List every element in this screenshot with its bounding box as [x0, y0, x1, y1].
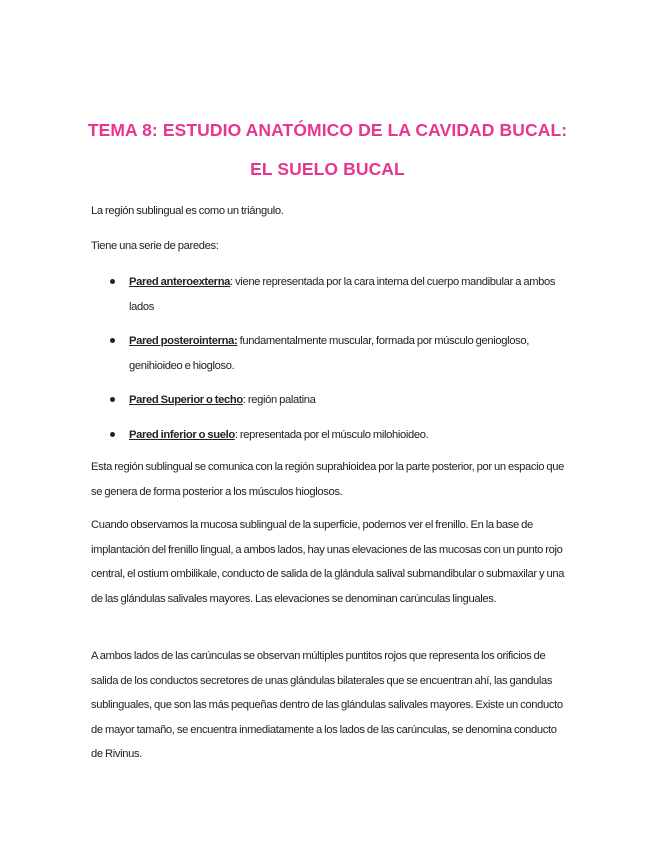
bullet-icon [110, 432, 115, 437]
wall-label: Pared inferior o suelo [129, 429, 235, 441]
paragraph-mucosa: Cuando observamos la mucosa sublingual de la superficie, podemos ver el frenillo. En la base de implantación del frenillo lingual, a ambos lados, hay unas elevaciones de las mucosas con un punto rojo central, el ostium ombilikale, conducto de salida de la glándula salival submandibular o submaxilar y una de las glándulas salivales mayores. Las elevaciones se denominan carúnculas linguales. [91, 519, 565, 605]
paragraph-caruncles: A ambos lados de las carúnculas se observan múltiples puntitos rojos que representa los orificios de salida de los conductos secretores de unas glándulas bilaterales que se encuentran ahí, las gandulas sublinguales, que son las más pequeñas dentro de las glándulas salivales mayores. Existe un conducto de mayor tamaño, se encuentra inmediatamente a los lados de las carúnculas, se denomina conducto de Rivinus. [91, 650, 563, 760]
paragraph-intro: La región sublingual es como un triángulo. [91, 205, 284, 217]
bullet-icon [110, 279, 115, 284]
wall-label: Pared anteroexterna [129, 276, 231, 288]
wall-description: fundamentalmente muscular, formada por músculo geniogloso, genihioideo e hiogloso. [129, 335, 530, 372]
wall-description: : región palatina [242, 394, 316, 406]
paragraph-walls-intro: Tiene una serie de paredes: [91, 240, 219, 252]
wall-label: Pared Superior o techo [129, 394, 243, 406]
page-subtitle: EL SUELO BUCAL [250, 159, 405, 179]
wall-description: : viene representada por la cara interna del cuerpo mandibular a ambos lados [129, 276, 556, 313]
bullet-icon [110, 338, 115, 343]
wall-label: Pared posterointerna: [129, 335, 238, 347]
wall-description: : representada por el músculo milohioideo. [234, 429, 429, 441]
page-title: TEMA 8: ESTUDIO ANATÓMICO DE LA CAVIDAD BUCAL: [87, 120, 568, 140]
paragraph-communication: Esta región sublingual se comunica con la región suprahioidea por la parte posterior, por un espacio que se genera de forma posterior a los músculos hioglosos. [91, 461, 565, 498]
bullet-icon [110, 397, 115, 402]
